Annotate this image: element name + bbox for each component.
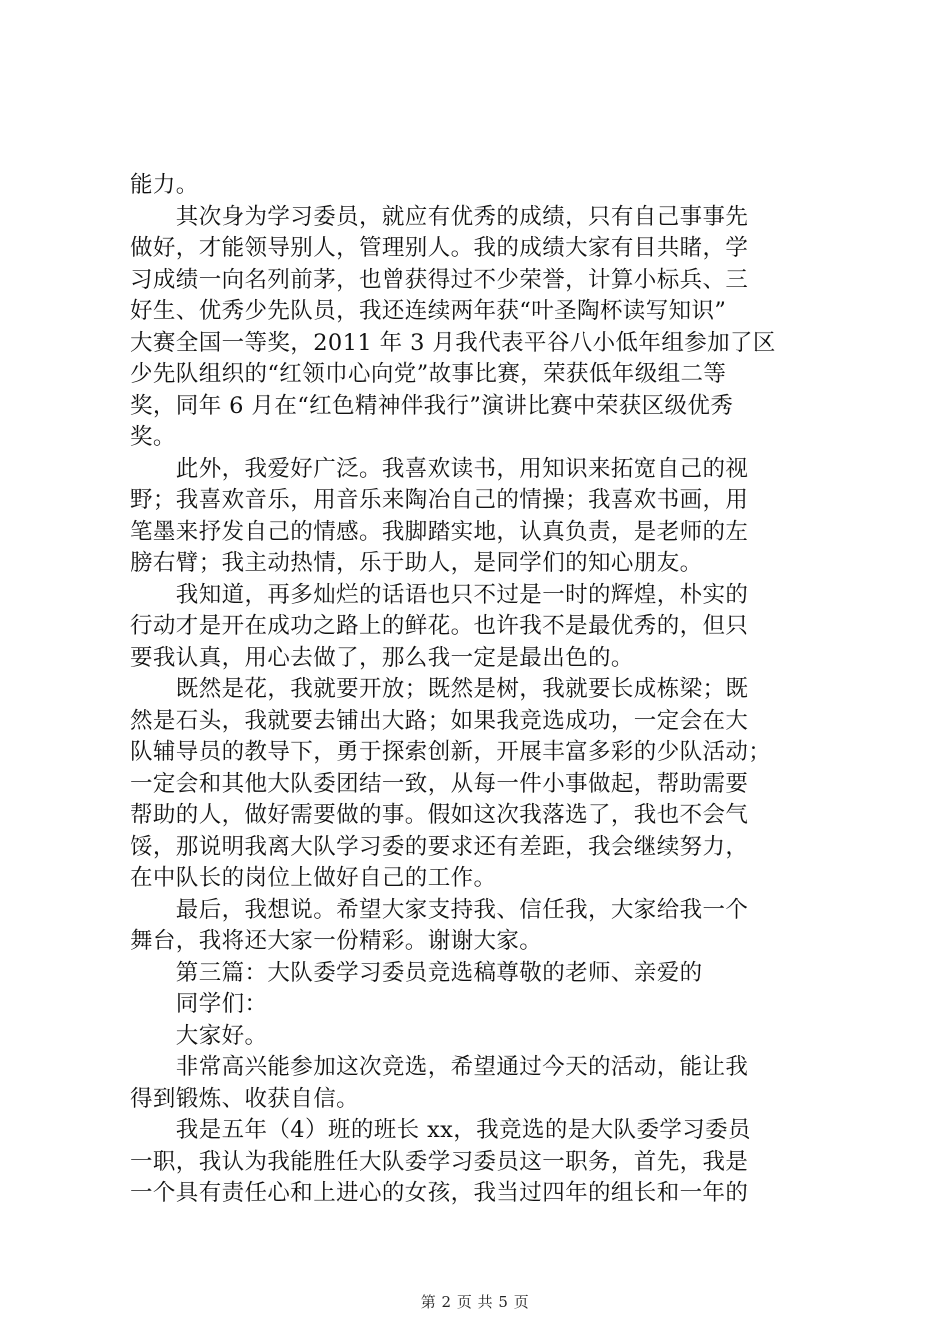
text-line: 然是石头，我就要去铺出大路；如果我竞选成功，一定会在大	[130, 707, 749, 734]
text-line: 笔墨来抒发自己的情感。我脚踏实地，认真负责，是老师的左	[130, 518, 749, 545]
text-line: 我是五年（4）班的班长 xx，我竞选的是大队委学习委员	[130, 1117, 751, 1143]
page-number-footer: 第 2 页 共 5 页	[420, 1293, 530, 1311]
text-line: 能力。	[130, 172, 199, 198]
text-line: 在中队长的岗位上做好自己的工作。	[130, 865, 497, 891]
text-line: 我知道，再多灿烂的话语也只不过是一时的辉煌，朴实的	[130, 581, 749, 608]
text-line: 非常高兴能参加这次竞选，希望通过今天的活动，能让我	[130, 1054, 749, 1080]
text-line: 馁，那说明我离大队学习委的要求还有差距，我会继续努力，	[130, 833, 749, 860]
section-heading-line: 第三篇：大队委学习委员竞选稿尊敬的老师、亲爱的	[130, 959, 703, 986]
text-line: 行动才是开在成功之路上的鲜花。也许我不是最优秀的，但只	[130, 613, 749, 639]
text-line: 野；我喜欢音乐，用音乐来陶冶自己的情操；我喜欢书画，用	[130, 487, 749, 513]
text-line: 其次身为学习委员，就应有优秀的成绩，只有自己事事先	[130, 203, 749, 230]
text-line: 习成绩一向名列前茅，也曾获得过不少荣誉，计算小标兵、三	[130, 266, 749, 293]
text-line: 少先队组织的“红领巾心向党”故事比赛，荣获低年级组二等	[130, 361, 727, 387]
text-line: 一个具有责任心和上进心的女孩，我当过四年的组长和一年的	[130, 1180, 749, 1206]
text-line: 膀右臂；我主动热情，乐于助人，是同学们的知心朋友。	[130, 550, 703, 576]
text-line: 既然是花，我就要开放；既然是树，我就要长成栋梁；既	[130, 676, 749, 702]
text-line: 一定会和其他大队委团结一致，从每一件小事做起，帮助需要	[130, 770, 749, 797]
text-line: 要我认真，用心去做了，那么我一定是最出色的。	[130, 644, 634, 671]
text-line: 奖。	[130, 424, 176, 450]
text-line: 做好，才能领导别人，管理别人。我的成绩大家有目共睹，学	[130, 235, 749, 261]
text-line: 同学们：	[130, 991, 268, 1017]
text-line: 大家好。	[130, 1022, 268, 1049]
text-line: 最后，我想说。希望大家支持我、信任我，大家给我一个	[130, 896, 749, 923]
text-line: 此外，我爱好广泛。我喜欢读书，用知识来拓宽自己的视	[130, 455, 749, 482]
text-line: 一职，我认为我能胜任大队委学习委员这一职务，首先，我是	[130, 1148, 749, 1175]
text-line: 好生、优秀少先队员，我还连续两年获“叶圣陶杯读写知识”	[130, 298, 727, 324]
text-line: 帮助的人，做好需要做的事。假如这次我落选了，我也不会气	[130, 802, 749, 828]
text-line: 舞台，我将还大家一份精彩。谢谢大家。	[130, 928, 543, 954]
document-body	[130, 170, 832, 1210]
text-line: 队辅导员的教导下，勇于探索创新，开展丰富多彩的少队活动；	[130, 739, 772, 765]
text-line: 得到锻炼、收获自信。	[130, 1085, 360, 1112]
text-line: 大赛全国一等奖，2011 年 3 月我代表平谷八小低年组参加了区	[130, 329, 776, 356]
text-line: 奖，同年 6 月在“红色精神伴我行”演讲比赛中荣获区级优秀	[130, 392, 734, 419]
